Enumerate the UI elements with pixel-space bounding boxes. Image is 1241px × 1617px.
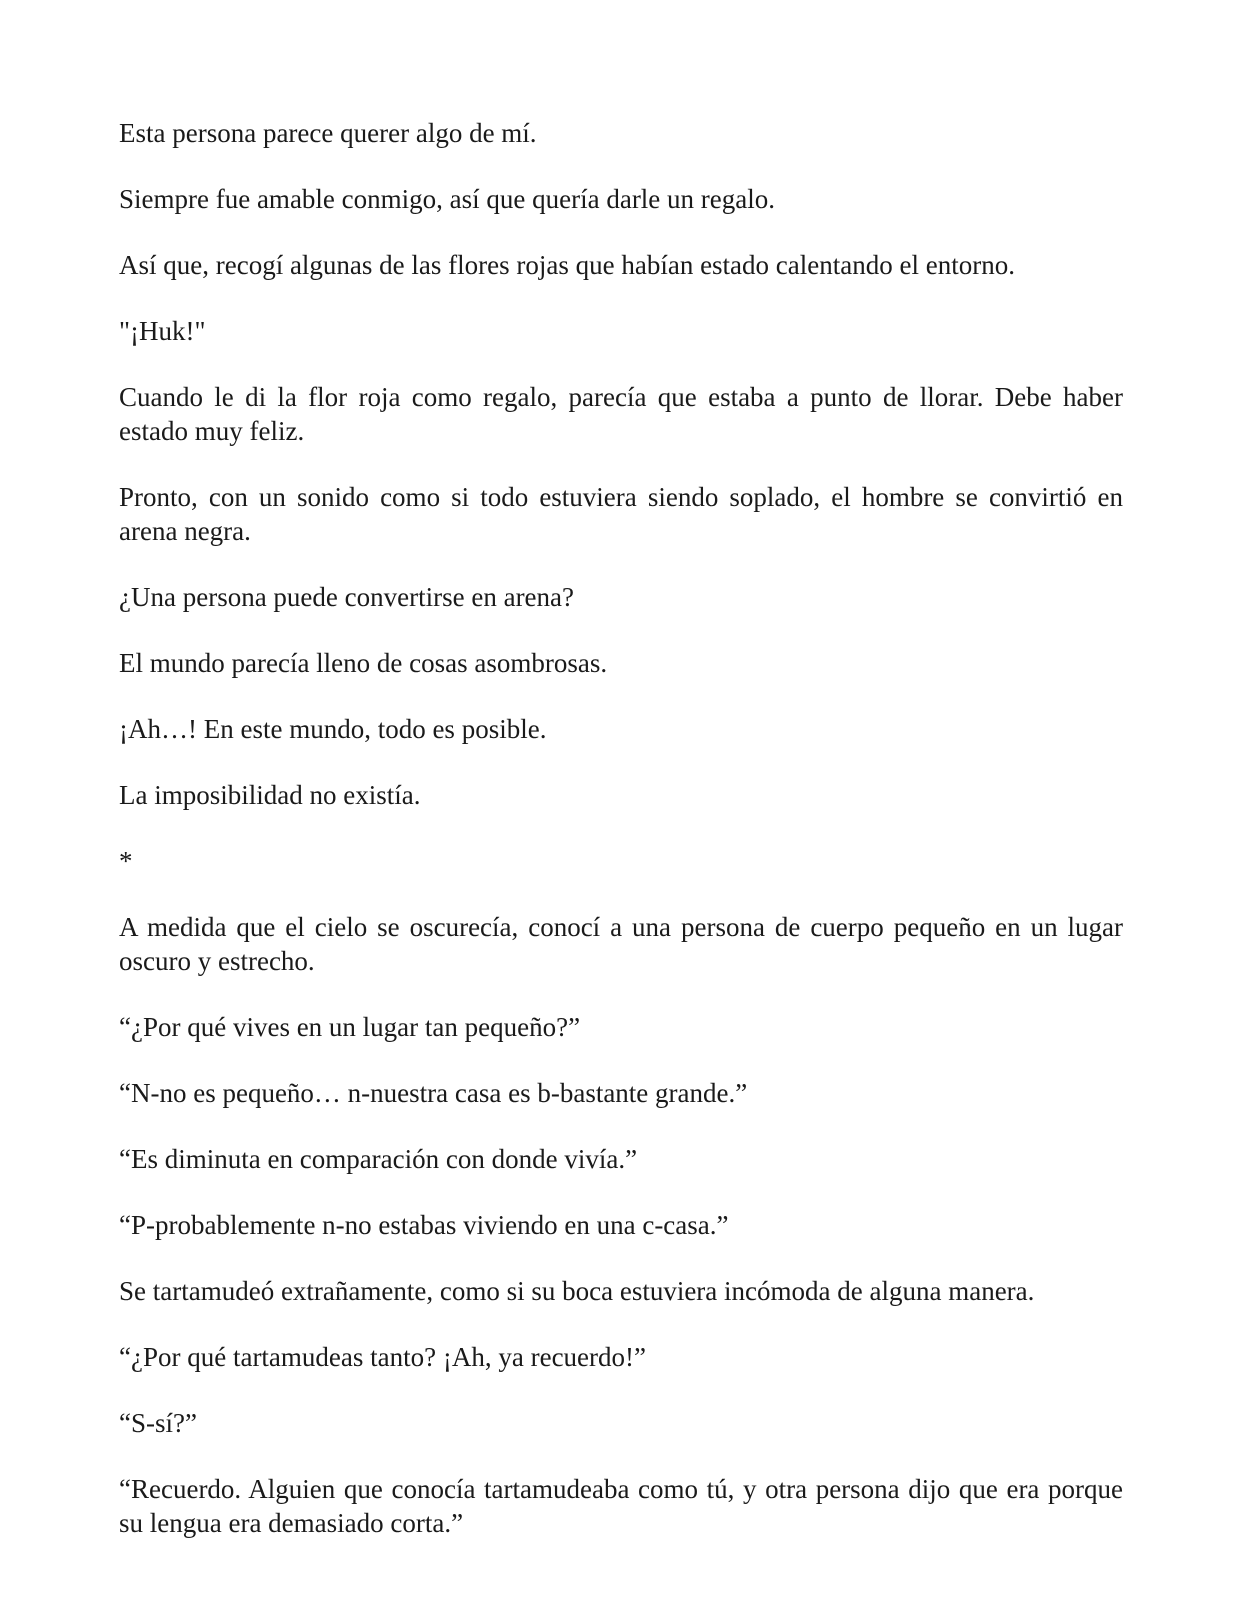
paragraph: “N-no es pequeño… n-nuestra casa es b-bastante grande.”	[119, 1078, 748, 1108]
paragraph: “Es diminuta en comparación con donde vivía.”	[119, 1144, 638, 1174]
paragraph: Así que, recogí algunas de las flores rojas que habían estado calentando el entorno.	[119, 250, 1015, 280]
paragraph: Siempre fue amable conmigo, así que quería darle un regalo.	[119, 184, 776, 214]
document-body	[119, 116, 1123, 1572]
paragraph: “P-probablemente n-no estabas viviendo en una c-casa.”	[119, 1210, 729, 1240]
scene-separator: *	[119, 846, 133, 876]
paragraph: La imposibilidad no existía.	[119, 780, 421, 810]
paragraph: A medida que el cielo se oscurecía, conocí a una persona de cuerpo pequeño en un lugar oscuro y estrecho.	[119, 912, 1123, 976]
paragraph: “S-sí?”	[119, 1408, 197, 1438]
paragraph: ¿Una persona puede convertirse en arena?	[119, 582, 575, 612]
paragraph: Se tartamudeó extrañamente, como si su boca estuviera incómoda de alguna manera.	[119, 1276, 1035, 1306]
paragraph: ¡Ah…! En este mundo, todo es posible.	[119, 714, 547, 744]
paragraph: Cuando le di la flor roja como regalo, parecía que estaba a punto de llorar. Debe haber estado muy feliz.	[119, 382, 1123, 446]
paragraph: Pronto, con un sonido como si todo estuviera siendo soplado, el hombre se convirtió en arena negra.	[119, 482, 1123, 546]
paragraph: “Recuerdo. Alguien que conocía tartamudeaba como tú, y otra persona dijo que era porque su lengua era demasiado corta.”	[119, 1474, 1123, 1538]
paragraph: Esta persona parece querer algo de mí.	[119, 118, 537, 148]
paragraph: “¿Por qué tartamudeas tanto? ¡Ah, ya recuerdo!”	[119, 1342, 647, 1372]
paragraph: El mundo parecía lleno de cosas asombrosas.	[119, 648, 608, 678]
paragraph: "¡Huk!"	[119, 316, 206, 346]
paragraph: “¿Por qué vives en un lugar tan pequeño?”	[119, 1012, 581, 1042]
